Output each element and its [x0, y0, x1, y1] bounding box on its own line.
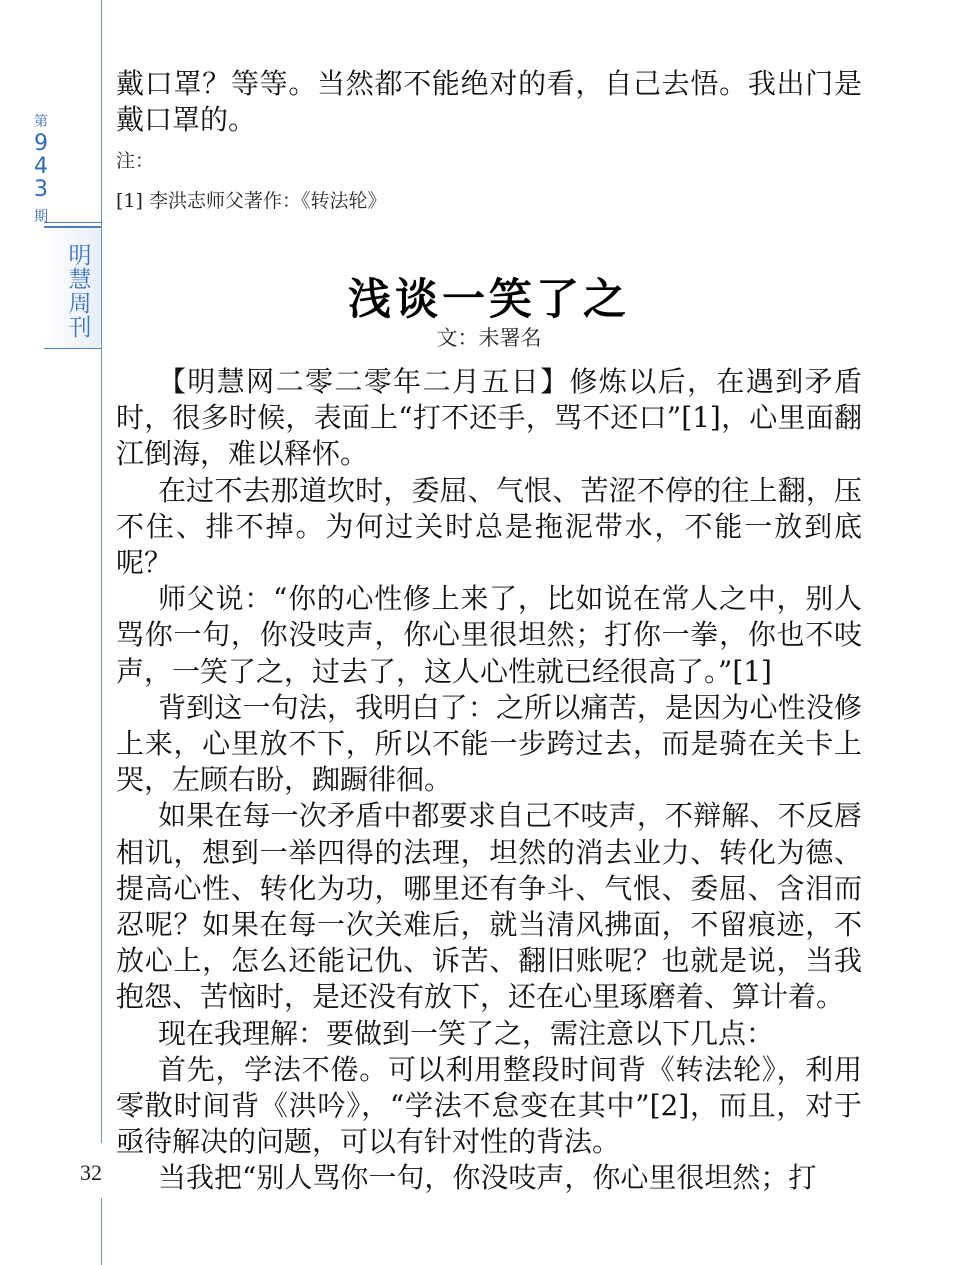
magazine-name: [60, 244, 100, 340]
article-paragraph: 【明慧网二零二零年二月五日】修炼以后，在遇到矛盾时，很多时候，表面上“打不还手，骂不还口”[1]，心里面翻江倒海，难以释怀。: [116, 365, 862, 471]
magazine-char: 周: [68, 291, 92, 317]
article-paragraph: 首先，学法不倦。可以利用整段时间背《转法轮》，利用零散时间背《洪吟》，“学法不怠变在其中”[2]，而且，对于亟待解决的问题，可以有针对性的背法。: [116, 1052, 862, 1159]
notes-label: 注：: [116, 150, 155, 172]
article-title: 浅谈一笑了之: [348, 275, 630, 325]
issue-digit: 4: [34, 154, 48, 179]
margin-rule-lower: [101, 1198, 102, 1265]
article-byline: 文：未署名: [436, 326, 542, 350]
article-paragraph: 如果在每一次矛盾中都要求自己不吱声，不辩解、不反唇相讥，想到一举四得的法理，坦然的消去业力、转化为德、提高心性、转化为功，哪里还有争斗、气恨、委屈、含泪而忍呢？如果在每一次关难后，就当清风拂面，不留痕迹，不放心上，怎么还能记仇、诉苦、翻旧账呢？也就是说，当我抱怨、苦恼时，是还没有放下，还在心里琢磨着、算计着。: [116, 799, 862, 1014]
issue-suffix: 期: [34, 209, 48, 225]
issue-digit: 9: [34, 131, 48, 156]
magazine-char: 明: [68, 243, 92, 269]
margin-rule-upper: [101, 0, 102, 1143]
note-item: [1] 李洪志师父著作：《转法轮》: [116, 190, 387, 212]
article-paragraph: 背到这一句法，我明白了：之所以痛苦，是因为心性没修上来，心里放不下，所以不能一步跨过去，而是骑在关卡上哭，左顾右盼，踟蹰徘徊。: [116, 690, 862, 797]
prev-article-closing: 戴口罩？等等。当然都不能绝对的看，自己去悟。我出门是戴口罩的。: [116, 67, 862, 136]
issue-number: [0, 132, 82, 201]
page-number: 32: [80, 1160, 102, 1185]
article-paragraph: 师父说：“你的心性修上来了，比如说在常人之中，别人骂你一句，你没吱声，你心里很坦然；打你一拳，你也不吱声，一笑了之，过去了，这人心性就已经很高了。”[1]: [116, 582, 862, 688]
issue-digit: 3: [34, 177, 48, 202]
article-paragraph: 在过不去那道坎时，委屈、气恨、苦涩不停的往上翻，压不住、排不掉。为何过关时总是拖泥带水，不能一放到底呢？: [116, 473, 862, 580]
article-paragraph: 当我把“别人骂你一句，你没吱声，你心里很坦然；打: [158, 1161, 817, 1195]
issue-prefix: 第: [34, 114, 48, 130]
article-body: [116, 364, 862, 1197]
magazine-char: 刊: [68, 315, 92, 341]
article-paragraph: 现在我理解：要做到一笑了之，需注意以下几点：: [158, 1016, 775, 1050]
magazine-char: 慧: [68, 267, 92, 293]
